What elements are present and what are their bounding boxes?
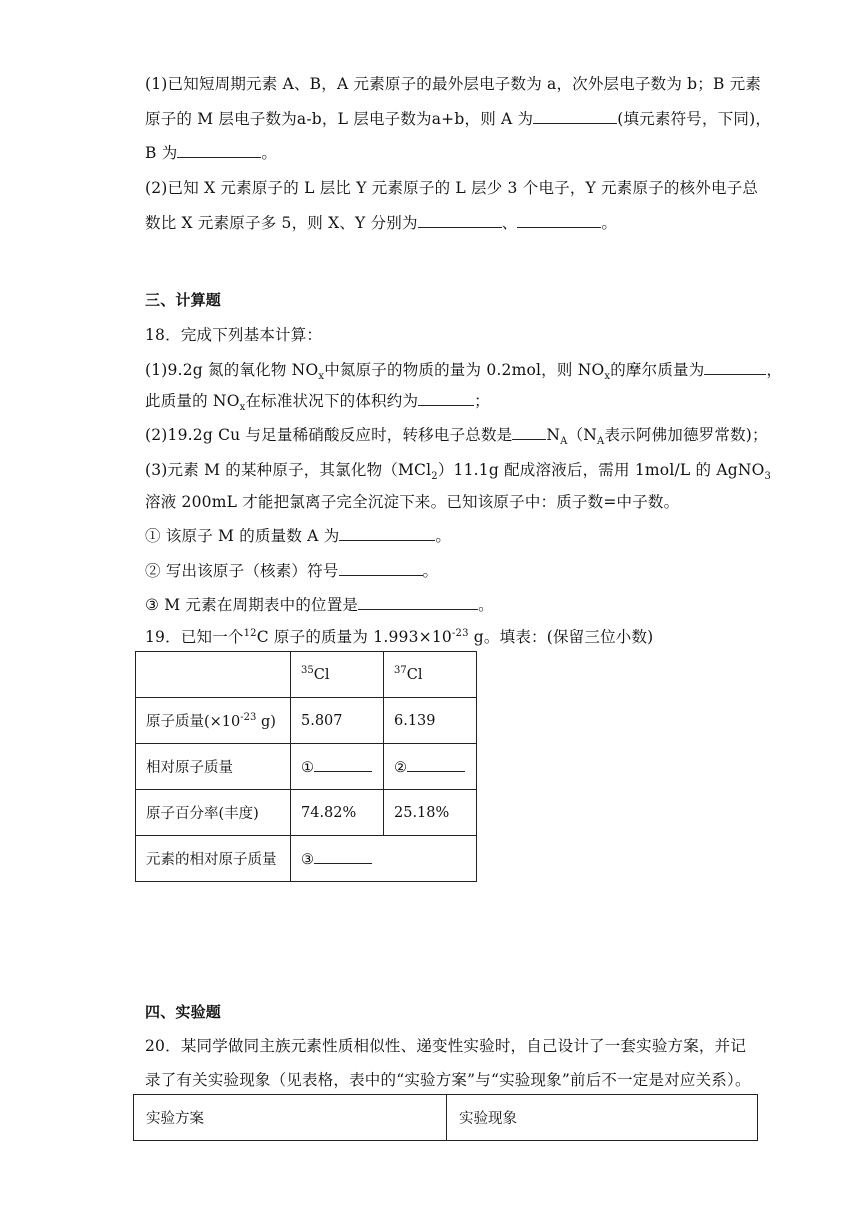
- q18-text: 。: [478, 596, 494, 614]
- cell-text: ②: [394, 760, 407, 776]
- superscript: 37: [394, 664, 407, 676]
- q17-part2-line1: [145, 176, 758, 198]
- q18-text: ② 写出该原子（核素）符号: [145, 562, 339, 580]
- row-label: 元素的相对原子质量: [136, 836, 291, 882]
- table-row: [136, 836, 477, 882]
- q18-item3: [145, 593, 494, 615]
- table-cell: [384, 744, 477, 790]
- q18-intro: 18．完成下列基本计算：: [145, 326, 323, 344]
- cell-text: Cl: [313, 666, 330, 683]
- q18-text: 此质量的 NO: [145, 392, 240, 410]
- q20-line1: 20．某同学做同主族元素性质相似性、递变性实验时，自己设计了一套实验方案，并记: [145, 1037, 747, 1055]
- table-cell: [291, 836, 477, 882]
- q17-text: B 为: [145, 144, 178, 162]
- q17-part1-line2: [145, 107, 771, 129]
- row-label: 相对原子质量: [136, 744, 291, 790]
- cell-text: 原子质量(×10: [146, 714, 241, 730]
- q18-text: 。: [422, 562, 439, 580]
- q17-part2-line2: [145, 211, 617, 233]
- q18-text: 中氮原子的物质的量为 0.2mol，则 NO: [324, 361, 605, 379]
- q17-part1-line3: [145, 141, 277, 163]
- table-header: 实验方案: [134, 1095, 447, 1141]
- q18-text: （N: [567, 426, 598, 444]
- answer-blank-1[interactable]: [314, 757, 372, 772]
- table-row: [134, 1095, 758, 1141]
- cell-text: Cl: [406, 666, 423, 683]
- table-row: [136, 698, 477, 744]
- table-row: [136, 744, 477, 790]
- q18-text: (3)元素 M 的某种原子，其氯化物（MCl: [145, 461, 432, 479]
- answer-blank-molar-mass[interactable]: [704, 360, 766, 375]
- isotope-table: [135, 651, 477, 882]
- q18-text: N: [546, 426, 561, 444]
- answer-blank-y[interactable]: [517, 213, 601, 228]
- subscript: 2: [431, 471, 438, 483]
- q17-text: 数比 X 元素原子多 5，则 X、Y 分别为: [145, 214, 418, 232]
- q17-text: 。: [261, 144, 278, 162]
- q18-text: 。: [435, 527, 452, 545]
- table-cell: [136, 652, 291, 698]
- table-cell: 5.807: [291, 698, 384, 744]
- experiment-table: [133, 1094, 758, 1141]
- row-label: 原子百分率(丰度): [136, 790, 291, 836]
- answer-blank-2[interactable]: [407, 757, 465, 772]
- q18-part3-line2: 溶液 200mL 才能把氯离子完全沉淀下来。已知该原子中：质子数=中子数。: [145, 493, 680, 511]
- q18-text: ）11.1g 配成溶液后，需用 1mol/L 的 AgNO: [437, 461, 765, 479]
- table-cell: 74.82%: [291, 790, 384, 836]
- answer-blank-x[interactable]: [418, 213, 502, 228]
- cell-text: ③: [301, 852, 314, 868]
- answer-blank-electrons[interactable]: [512, 425, 546, 440]
- q18-text: (1)9.2g 氮的氧化物 NO: [145, 361, 319, 379]
- q19-text: g。填表：(保留三位小数): [468, 628, 654, 646]
- subscript: x: [239, 402, 246, 414]
- table-cell: 6.139: [384, 698, 477, 744]
- cell-text: ①: [301, 760, 314, 776]
- q19-text: C 原子的质量为 1.993×10: [256, 628, 452, 646]
- subscript: x: [604, 371, 611, 383]
- q17-part1-line1: [145, 72, 761, 94]
- q17-text: 原子的 M 层电子数为a-b，L 层电子数为a+b，则 A 为: [145, 110, 534, 128]
- q18-part3-line1: [145, 458, 772, 483]
- section-heading-experiment: 四、实验题: [145, 1003, 222, 1021]
- table-cell: 25.18%: [384, 790, 477, 836]
- q20-line2: 录了有关实验现象（见表格，表中的“实验方案”与“实验现象”前后不一定是对应关系）。: [145, 1071, 751, 1089]
- q17-text: 、: [501, 214, 518, 232]
- table-header: [291, 652, 384, 698]
- q18-text: (2)19.2g Cu 与足量稀硝酸反应时，转移电子总数是: [145, 426, 513, 444]
- answer-blank-mass-number[interactable]: [339, 526, 435, 541]
- q18-text: ③ M 元素在周期表中的位置是: [145, 596, 359, 614]
- q18-text: 表示阿佛加德罗常数)；: [604, 426, 768, 444]
- q19-text: 19．已知一个: [145, 628, 244, 646]
- q17-text: (1)已知短周期元素 A、B，A 元素原子的最外层电子数为 a，次外层电子数为 b；B 元素: [145, 75, 762, 93]
- superscript: -23: [451, 627, 469, 639]
- q18-text: ① 该原子 M 的质量数 A 为: [145, 527, 340, 545]
- subscript: x: [318, 371, 325, 383]
- table-row: [136, 790, 477, 836]
- q18-text: ；: [474, 392, 490, 410]
- answer-blank-3[interactable]: [314, 849, 372, 864]
- q17-text: (2)已知 X 元素原子的 L 层比 Y 元素原子的 L 层少 3 个电子，Y 元素原子的核外电子总: [145, 179, 759, 197]
- superscript: 35: [301, 664, 314, 676]
- q18-item2: [145, 559, 438, 581]
- q18-part2: [145, 423, 768, 448]
- q18-text: 的摩尔质量为: [610, 361, 705, 379]
- q18-part1-line1: [145, 358, 783, 383]
- q19-intro: [145, 625, 653, 647]
- subscript: A: [597, 436, 605, 448]
- answer-blank-b[interactable]: [177, 143, 261, 158]
- row-label: [136, 698, 291, 744]
- answer-blank-nuclide[interactable]: [339, 561, 423, 576]
- subscript: A: [560, 436, 568, 448]
- cell-text: g): [256, 714, 276, 730]
- answer-blank-volume[interactable]: [418, 391, 474, 406]
- q18-part1-line2: [145, 389, 490, 414]
- q18-text: 在标准状况下的体积约为: [245, 392, 419, 410]
- superscript: 12: [243, 627, 257, 639]
- table-cell: [291, 744, 384, 790]
- table-header: [384, 652, 477, 698]
- table-header: 实验现象: [447, 1095, 758, 1141]
- q17-text: (填元素符号，下同)，: [617, 110, 772, 128]
- q17-text: 。: [601, 214, 618, 232]
- answer-blank-position[interactable]: [358, 595, 478, 610]
- q18-text: ，: [766, 361, 783, 379]
- q18-item1: [145, 524, 451, 546]
- superscript: -23: [240, 712, 257, 724]
- answer-blank-a[interactable]: [533, 109, 617, 124]
- table-row: [136, 652, 477, 698]
- subscript: 3: [764, 471, 772, 483]
- section-heading-calculation: 三、计算题: [145, 291, 222, 309]
